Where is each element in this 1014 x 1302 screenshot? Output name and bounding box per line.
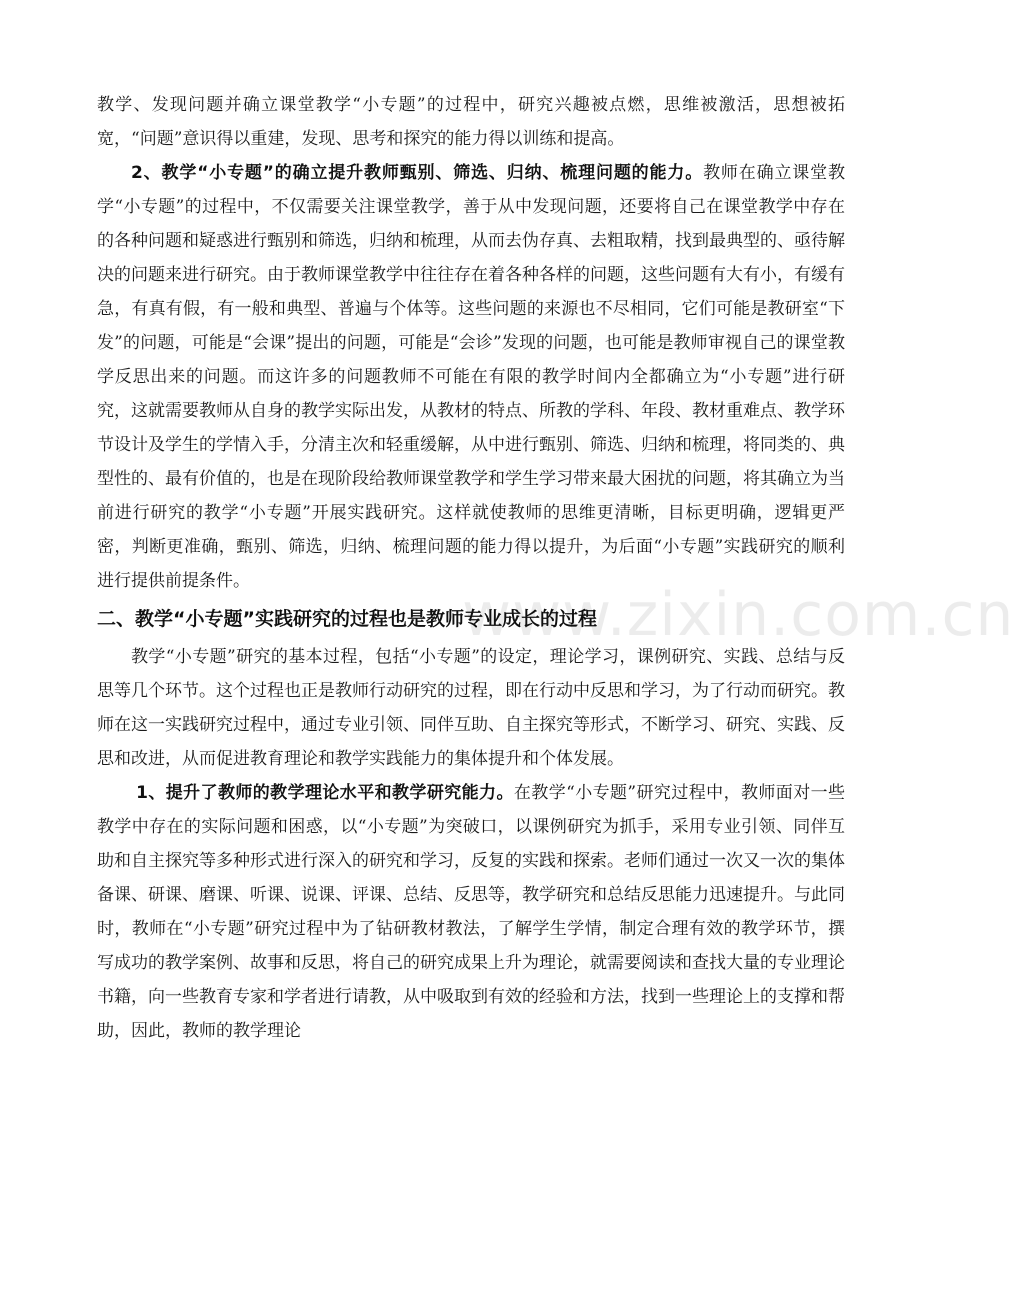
point-2-body: 教师在确立课堂教学“小专题”的过程中，不仅需要关注课堂教学，善于从中发现问题，还要将自己在课堂教学中存在的各种问题和疑惑进行甄别和筛选，归纳和梳理，从而去伪存真、去粗取精，找到最典型的、亟待解决的问题来进行研究。由于教师课堂教学中往往存在着各种各样的问题，这些问题有大有小，有缓有急，有真有假，有一般和典型、普遍与个体等。这些问题的来源也不尽相同，它们可能是教研室“下发”的问题，可能是“会课”提出的问题，可能是“会诊”发现的问题，也可能是教师审视自己的课堂教学反思出来的问题。而这许多的问题教师不可能在有限的教学时间内全都确立为“小专题”进行研究，这就需要教师从自身的教学实际出发，从教材的特点、所教的学科、年段、教材重难点、教学环节设计及学生的学情入手，分清主次和轻重缓解，从中进行甄别、筛选、归纳和梳理，将同类的、典型性的、最有价值的，也是在现阶段给教师课堂教学和学生学习带来最大困扰的问题，将其确立为当前进行研究的教学“小专题”开展实践研究。这样就使教师的思维更清晰，目标更明确，逻辑更严密，判断更准确，甄别、筛选，归纳、梳理问题的能力得以提升，为后面“小专题”实践研究的顺利进行提供前提条件。 (97, 163, 845, 591)
point-1-body: 在教学“小专题”研究过程中，教师面对一些教学中存在的实际问题和困惑，以“小专题”为突破口，以课例研究为抓手，采用专业引领、同伴互助和自主探究等多种形式进行深入的研究和学习，反复的实践和探索。老师们通过一次又一次的集体备课、研课、磨课、听课、说课、评课、总结、反思等，教学研究和总结反思能力迅速提升。与此同时，教师在“小专题”研究过程中为了钻研教材教法，了解学生学情，制定合理有效的教学环节，撰写成功的教学案例、故事和反思，将自己的研究成果上升为理论，就需要阅读和查找大量的专业理论书籍，向一些教育专家和学者进行请教，从中吸取到有效的经验和方法，找到一些理论上的支撑和帮助，因此，教师的教学理论 (97, 783, 846, 1041)
paragraph-continued: 教学、发现问题并确立课堂教学“小专题”的过程中，研究兴趣被点燃，思维被激活，思想被拓宽，“问题”意识得以重建，发现、思考和探究的能力得以训练和提高。 (97, 95, 845, 149)
point-2-heading: 2、教学“小专题”的确立提升教师甄别、筛选、归纳、梳理问题的能力。 (131, 163, 704, 183)
point-1-heading: 1、提升了教师的教学理论水平和教学研究能力。 (136, 783, 514, 803)
paragraph-point-2 (97, 156, 845, 598)
paragraph-point-1 (97, 776, 845, 1048)
document-body (97, 88, 845, 1048)
section-heading-2: 二、教学“小专题”实践研究的过程也是教师专业成长的过程 (97, 608, 597, 630)
paragraph-section-2-intro: 教学“小专题”研究的基本过程，包括“小专题”的设定，理论学习，课例研究、实践、总结与反思等几个环节。这个过程也正是教师行动研究的过程，即在行动中反思和学习，为了行动而研究。教师在这一实践研究过程中，通过专业引领、同伴互助、自主探究等形式，不断学习、研究、实践、反思和改进，从而促进教育理论和教学实践能力的集体提升和个体发展。 (97, 647, 845, 769)
watermark: www.zixin.com.cn (462, 580, 1014, 650)
